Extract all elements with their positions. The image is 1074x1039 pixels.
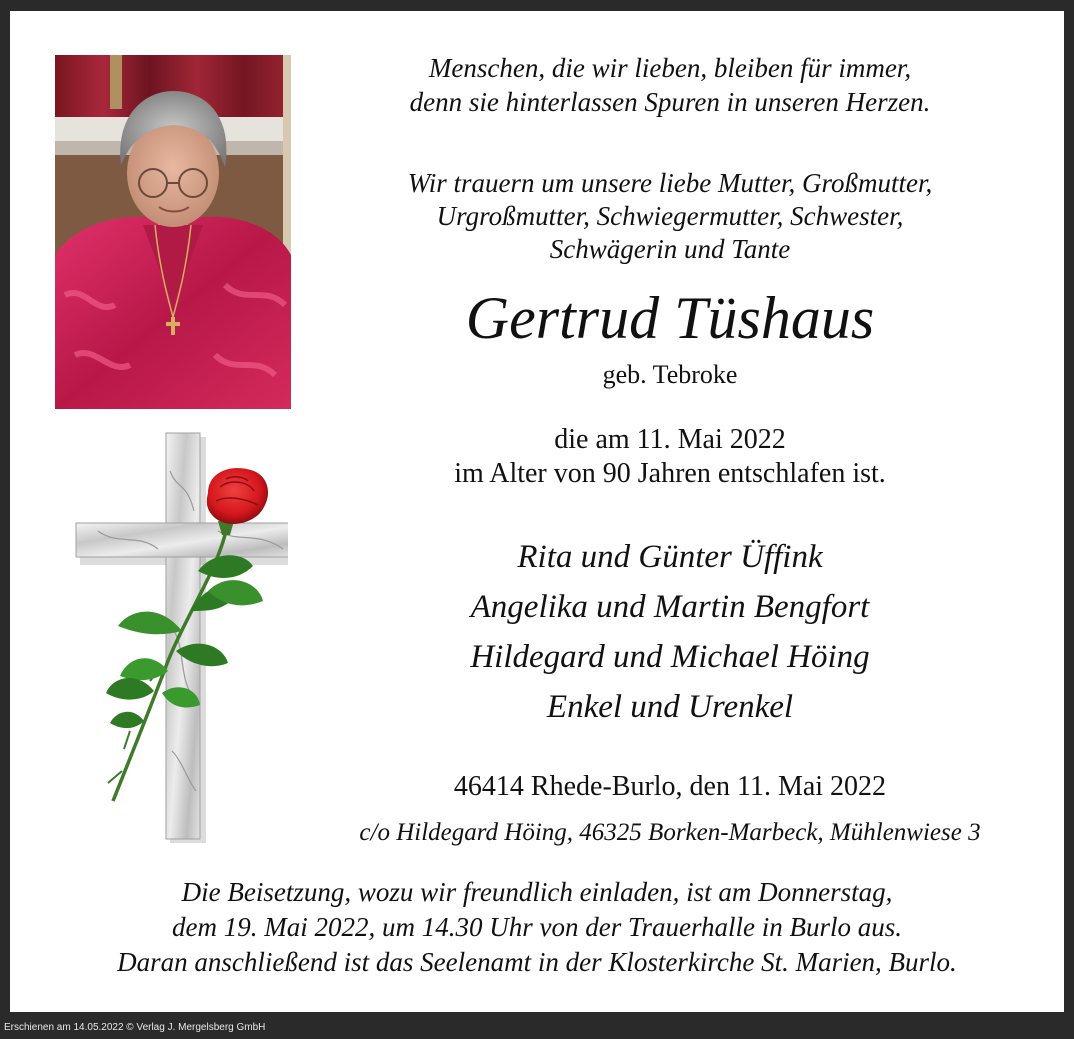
cross-with-rose-icon — [58, 431, 288, 843]
mourning-line: Wir trauern um unsere liebe Mutter, Großmutter, — [407, 168, 933, 198]
funeral-line: dem 19. Mai 2022, um 14.30 Uhr von der Trauerhalle in Burlo aus. — [172, 912, 902, 942]
birth-name: geb. Tebroke — [602, 360, 738, 389]
family-member: Rita und Günter Üffink — [517, 539, 823, 575]
family-member: Enkel und Urenkel — [546, 689, 794, 725]
family-member: Hildegard und Michael Höing — [470, 639, 870, 675]
poem-line: denn sie hinterlassen Spuren in unseren Herzen. — [409, 87, 931, 117]
poem-line: Menschen, die wir lieben, bleiben für immer, — [428, 53, 912, 83]
publication-credit: Erschienen am 14.05.2022 © Verlag J. Mergelsberg GmbH — [4, 1022, 266, 1033]
deceased-name: Gertrud Tüshaus — [465, 285, 875, 351]
family-list — [310, 532, 1030, 732]
place-date: 46414 Rhede-Burlo, den 11. Mai 2022 — [453, 771, 887, 802]
family-member: Angelika und Martin Bengfort — [470, 589, 870, 625]
obituary-card — [10, 11, 1064, 1012]
mourning-line: Urgroßmutter, Schwiegermutter, Schwester, — [436, 201, 904, 231]
funeral-info — [10, 875, 1064, 980]
contact-address: c/o Hildegard Höing, 46325 Borken-Marbeck, Mühlenwiese 3 — [359, 819, 981, 846]
death-line: im Alter von 90 Jahren entschlafen ist. — [454, 458, 886, 489]
death-text — [310, 423, 1030, 491]
portrait-photo — [55, 55, 291, 409]
funeral-line: Daran anschließend ist das Seelenamt in der Klosterkirche St. Marien, Burlo. — [117, 947, 957, 977]
poem-text — [310, 51, 1030, 119]
mourning-text — [310, 167, 1030, 266]
death-line: die am 11. Mai 2022 — [554, 424, 786, 455]
mourning-line: Schwägerin und Tante — [549, 234, 791, 264]
funeral-line: Die Beisetzung, wozu wir freundlich einladen, ist am Donnerstag, — [181, 877, 893, 907]
